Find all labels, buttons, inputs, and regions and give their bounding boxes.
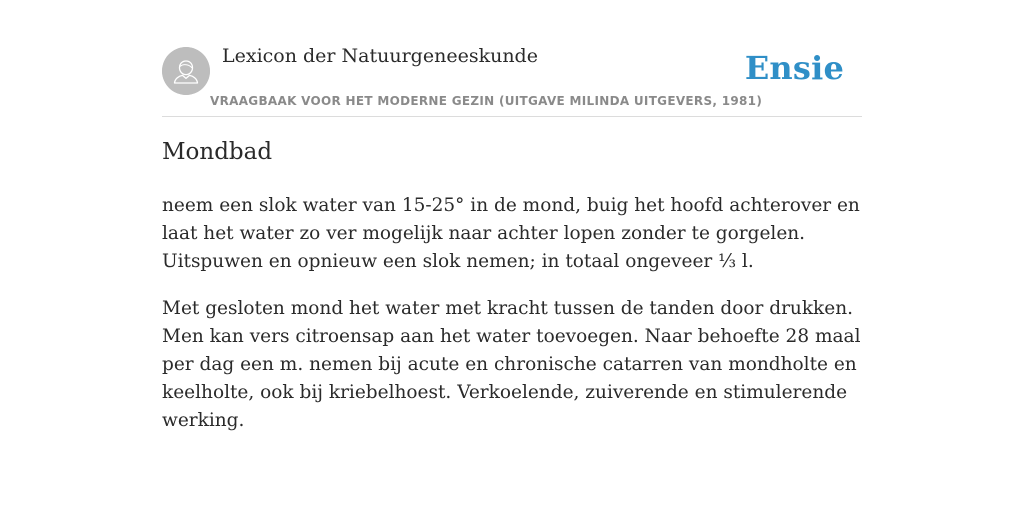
source-header bbox=[162, 0, 862, 117]
page-container bbox=[162, 0, 862, 431]
ensie-logo[interactable]: Ensie bbox=[744, 49, 844, 87]
avatar[interactable] bbox=[162, 47, 210, 95]
user-icon bbox=[162, 47, 210, 95]
source-title[interactable]: Lexicon der Natuurgeneeskunde bbox=[222, 45, 538, 67]
source-subtitle: VRAAGBAAK VOOR HET MODERNE GEZIN (UITGAVE MILINDA UITGEVERS, 1981) bbox=[210, 94, 763, 108]
entry-paragraph-2: Met gesloten mond het water met kracht tussen de tanden door drukken. Men kan vers citroensap aan het water toevoegen. Naar behoefte 28 maal per dag een m. nemen bij acute en chronische catarren van mondholte en keelholte, ook bij kriebelhoest. Verkoelende, zuiverende en stimulerende werking. bbox=[162, 298, 861, 431]
entry-title: Mondbad bbox=[162, 139, 273, 165]
entry-paragraph-1: neem een slok water van 15-25° in de mond, buig het hoofd achterover en laat het water zo ver mogelijk naar achter lopen zonder te gorgelen. Uitspuwen en opnieuw een slok nemen; in totaal ongeveer ⅓ l. bbox=[162, 195, 860, 272]
